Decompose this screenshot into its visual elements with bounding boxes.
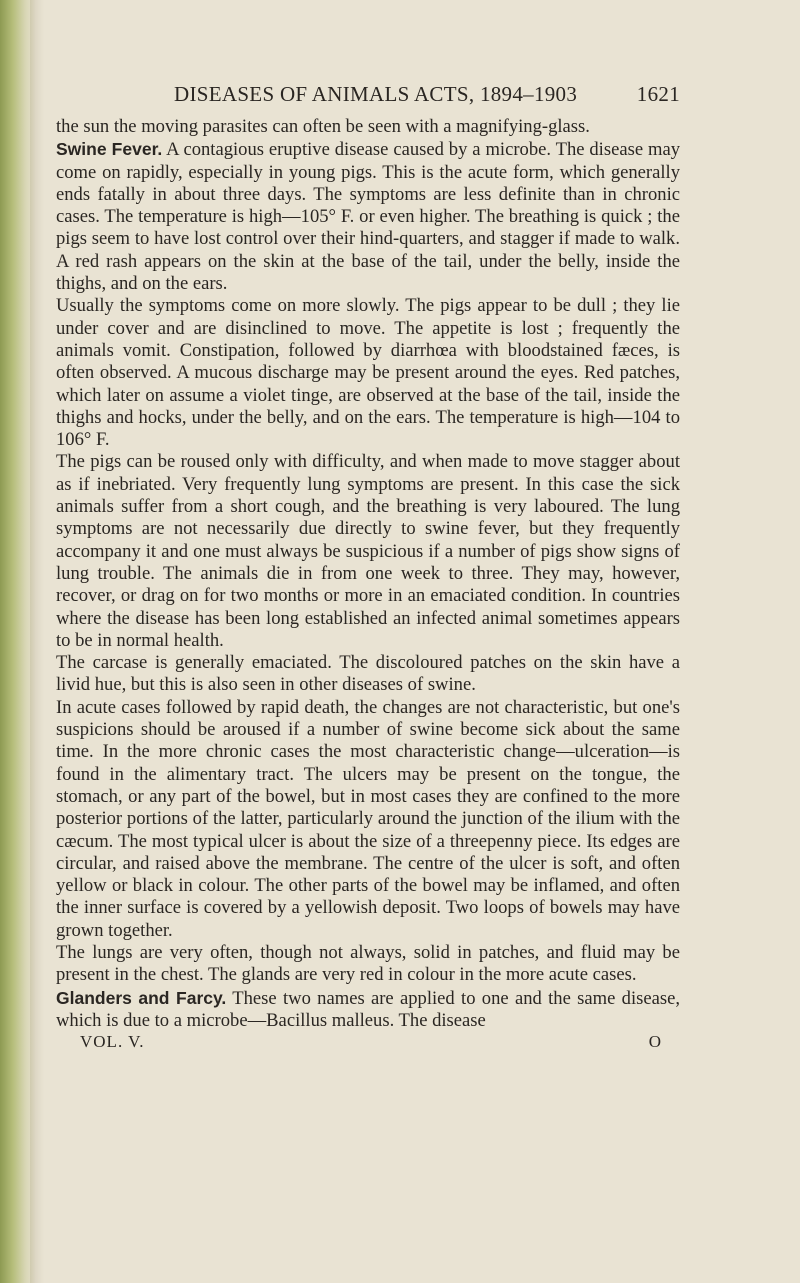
running-head-title: DISEASES OF ANIMALS ACTS, 1894–1903: [174, 82, 578, 106]
book-page: [56, 82, 680, 1054]
paragraph-text: the sun the moving parasites can often be seen with a magnifying-glass.: [56, 116, 590, 137]
volume-signature: VOL. V.: [80, 1032, 145, 1052]
paragraph-text: These two names are applied to one and the same disease, which is due to a microbe—Bacillus malleus. The disease: [56, 987, 680, 1031]
gathering-signature: O: [648, 1032, 662, 1052]
gutter-shadow: [30, 0, 44, 1283]
paragraph-text: The lungs are very often, though not always, solid in patches, and fluid may be present in the chest. The glands are very red in colour in the more acute cases.: [56, 941, 680, 986]
page-number: 1621: [636, 82, 680, 106]
paragraph: [56, 295, 680, 451]
paragraph: [56, 942, 680, 987]
paragraph-text: A contagious eruptive disease caused by a microbe. The disease may come on rapidly, especially in young pigs. This is the acute form, which generally ends fatally in about three days. The symptoms are less definite than in chronic cases. The temperature is high—105° F. or even higher. The breathing is quick ; the pigs seem to have lost control over their hind-quarters, and stagger if made to walk. A red rash appears on the skin at the base of the tail, under the belly, inside the thighs, and on the ears.: [56, 139, 680, 295]
paragraph-text: The pigs can be roused only with difficulty, and when made to move stagger about as if inebriated. Very frequently lung symptoms are present. In this case the sick animals suffer from a short cough, and the breathing is very laboured. The lung symptoms are not necessarily due directly to swine fever, but they frequently accompany it and one must always be suspicious if a number of pigs show signs of lung trouble. The animals die in from one week to three. They may, however, recover, or drag on for two months or more in an emaciated condition. In countries where the disease has been long established an infected animal sometimes appears to be in normal health.: [56, 451, 680, 651]
body-text: [56, 116, 680, 1032]
paragraph: [56, 138, 680, 295]
section-heading-glanders-farcy: Glanders and Farcy.: [56, 987, 227, 1008]
section-heading-swine-fever: Swine Fever.: [56, 139, 163, 160]
paragraph: [56, 697, 680, 942]
paragraph: [56, 987, 680, 1033]
paragraph-text: In acute cases followed by rapid death, the changes are not characteristic, but one's suspicions should be aroused if a number of swine become sick about the same time. In the more chronic cases the most characteristic change—ulceration—is found in the alimentary tract. The ulcers may be present on the tongue, the stomach, or any part of the bowel, but in most cases they are confined to the more posterior portions of the latter, particularly around the junction of the ilium with the cæcum. The most typical ulcer is about the size of a threepenny piece. Its edges are circular, and raised above the membrane. The centre of the ulcer is soft, and often yellow or black in colour. The other parts of the bowel may be inflamed, and often the inner surface is covered by a yellowish deposit. Two loops of bowels may have grown together.: [56, 696, 680, 941]
paragraph: [56, 451, 680, 652]
paragraph-text: The carcase is generally emaciated. The discoloured patches on the skin have a livid hue, but this is also seen in other diseases of swine.: [56, 652, 680, 696]
page-footer: [56, 1032, 680, 1054]
running-head: [56, 82, 680, 116]
paragraph: [56, 116, 680, 138]
paragraph-text: Usually the symptoms come on more slowly. The pigs appear to be dull ; they lie under cover and are disinclined to move. The appetite is lost ; frequently the animals vomit. Constipation, followed by diarrhœa with bloodstained fæces, is often observed. A mucous discharge may be present around the eyes. Red patches, which later on assume a violet tinge, are observed at the base of the tail, inside the thighs and hocks, under the belly, and on the ears. The temperature is high—104 to 106° F.: [56, 295, 680, 451]
paragraph: [56, 652, 680, 697]
